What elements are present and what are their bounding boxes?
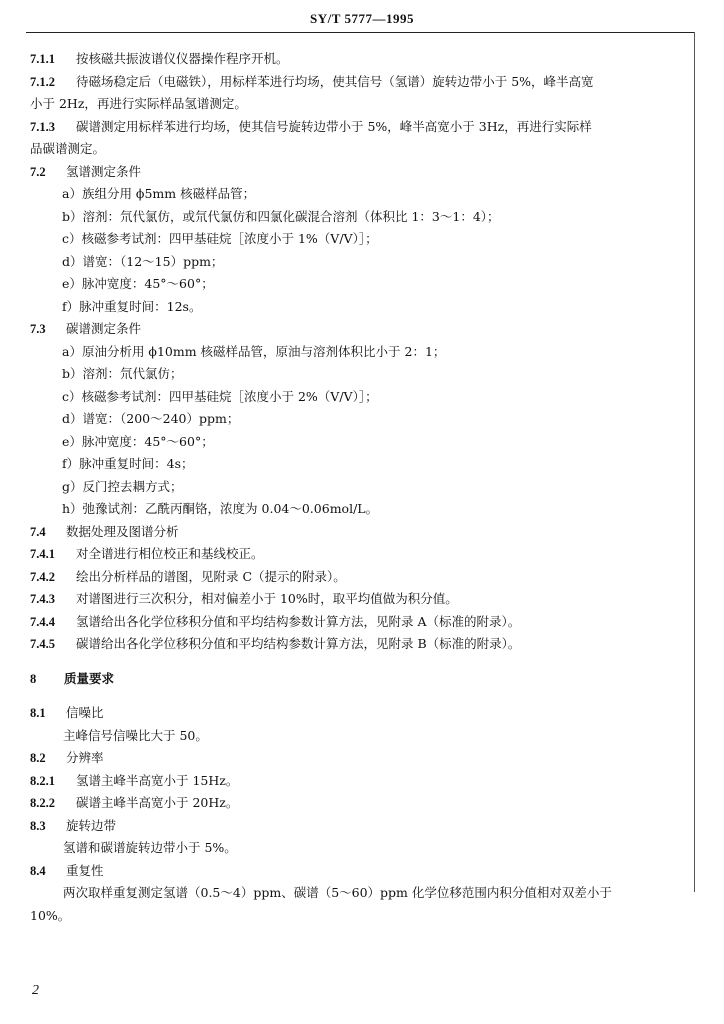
clause-8-3-heading	[30, 815, 690, 838]
clause-7-4-5	[30, 633, 690, 656]
clause-title: 重复性	[66, 862, 104, 878]
clause-title: 氢谱测定条件	[66, 163, 142, 179]
list-item: d）谱宽：（12～15）ppm；	[62, 253, 224, 269]
clause-number: 7.4.4	[30, 614, 55, 629]
clause-8-1-heading	[30, 702, 690, 725]
clause-number: 7.1.2	[30, 74, 55, 89]
clause-7-4-1	[30, 543, 690, 566]
list-item: a）族组分用 ϕ5mm 核磁样品管；	[62, 186, 256, 201]
chapter-number: 8	[30, 671, 37, 686]
list-item: a）原油分析用 ϕ10mm 核磁样品管，原油与溶剂体积比小于 2：1；	[62, 343, 446, 359]
clause-number: 7.3	[30, 322, 46, 336]
clause-number: 7.4	[30, 524, 46, 539]
list-item: f）脉冲重复时间：12s。	[62, 298, 202, 314]
clause-number: 7.4.1	[30, 547, 55, 561]
clause-7-3-heading	[30, 318, 690, 341]
list-item: e）脉冲宽度：45°～60°；	[62, 433, 214, 449]
clause-8-2-heading	[30, 747, 690, 770]
clause-title: 分辨率	[66, 750, 104, 765]
clause-title: 旋转边带	[66, 817, 117, 833]
clause-number: 7.4.3	[30, 592, 55, 606]
header-rule	[26, 32, 694, 33]
clause-7-1-3	[30, 116, 690, 139]
page-number: 2	[32, 983, 39, 998]
clause-7-1-1	[30, 48, 690, 71]
clause-number: 8.4	[30, 863, 46, 878]
clause-8-4-heading	[30, 860, 690, 883]
section-gap	[30, 690, 690, 702]
clause-text: 绘出分析样品的谱图，见附录 C（提示的附录）。	[76, 568, 346, 584]
clause-number: 7.4.2	[30, 569, 55, 584]
clause-7-2-heading	[30, 161, 690, 184]
clause-number: 7.1.3	[30, 119, 55, 134]
clause-title: 信噪比	[66, 705, 104, 720]
section-gap	[30, 656, 690, 668]
clause-8-3-text: 氢谱和碳谱旋转边带小于 5%。	[63, 840, 237, 855]
clause-number: 7.4.5	[30, 637, 55, 651]
clause-text: 碳谱测定用标样苯进行均场，使其信号旋转边带小于 5%，峰半高宽小于 3Hz，再进行实际样	[76, 118, 592, 134]
standard-code-header: SY/T 5777—1995	[310, 11, 414, 26]
clause-title: 数据处理及图谱分析	[66, 523, 179, 539]
list-item: g）反门控去耦方式；	[62, 478, 183, 494]
clause-8-2-2	[30, 792, 690, 815]
clause-text: 氢谱给出各化学位移积分值和平均结构参数计算方法，见附录 A（标准的附录）。	[76, 613, 521, 629]
clause-number: 8.3	[30, 818, 46, 833]
clause-8-4-continuation: 10%。	[30, 907, 71, 923]
clause-title: 碳谱测定条件	[66, 321, 142, 336]
clause-text: 对谱图进行三次积分，相对偏差小于 10%时，取平均值做为积分值。	[76, 591, 458, 606]
clause-7-4-4	[30, 611, 690, 634]
list-item: c）核磁参考试剂：四甲基硅烷［浓度小于 1%（V/V）］；	[62, 231, 378, 246]
clause-7-1-2	[30, 71, 690, 94]
clause-text: 按核磁共振波谱仪仪器操作程序开机。	[76, 51, 289, 66]
clause-7-1-2-continuation: 小于 2Hz，再进行实际样品氢谱测定。	[30, 96, 247, 111]
clause-7-4-2	[30, 566, 690, 589]
clause-number: 8.2.2	[30, 796, 55, 810]
clause-text: 碳谱主峰半高宽小于 20Hz。	[76, 795, 239, 810]
clause-number: 8.2	[30, 751, 46, 765]
clause-7-1-3-continuation: 品碳谱测定。	[30, 141, 106, 156]
clause-7-4-3	[30, 588, 690, 611]
clause-7-4-heading	[30, 521, 690, 544]
document-body	[30, 48, 690, 927]
clause-text: 氢谱主峰半高宽小于 15Hz。	[76, 772, 239, 788]
clause-8-4-text: 两次取样重复测定氢谱（0.5～4）ppm、碳谱（5～60）ppm 化学位移范围内积分值相对双差小于	[63, 885, 612, 900]
clause-8-2-1	[30, 770, 690, 793]
clause-number: 8.2.1	[30, 773, 55, 788]
list-item: e）脉冲宽度：45°～60°；	[62, 276, 214, 291]
list-item: d）谱宽：（200～240）ppm；	[62, 411, 240, 426]
clause-number: 7.1.1	[30, 52, 55, 66]
list-item: b）溶剂：氘代氯仿，或氘代氯仿和四氯化碳混合溶剂（体积比 1：3～1：4）；	[62, 208, 500, 224]
list-item: f）脉冲重复时间：4s；	[62, 456, 194, 471]
chapter-8-heading	[30, 668, 690, 691]
chapter-title: 质量要求	[64, 670, 115, 686]
clause-text: 碳谱给出各化学位移积分值和平均结构参数计算方法，见附录 B（标准的附录）。	[76, 636, 521, 651]
list-item: h）弛豫试剂：乙酰丙酮铬，浓度为 0.04～0.06mol/L。	[62, 501, 379, 516]
clause-number: 8.1	[30, 706, 46, 720]
margin-rule	[694, 32, 695, 892]
clause-8-1-text: 主峰信号信噪比大于 50。	[63, 727, 208, 743]
list-item: b）溶剂：氘代氯仿；	[62, 366, 183, 381]
list-item: c）核磁参考试剂：四甲基硅烷［浓度小于 2%（V/V）］；	[62, 388, 378, 404]
clause-number: 7.2	[30, 164, 46, 179]
clause-text: 待磁场稳定后（电磁铁），用标样苯进行均场，使其信号（氢谱）旋转边带小于 5%，峰半高宽	[76, 73, 594, 89]
clause-text: 对全谱进行相位校正和基线校正。	[76, 546, 264, 561]
